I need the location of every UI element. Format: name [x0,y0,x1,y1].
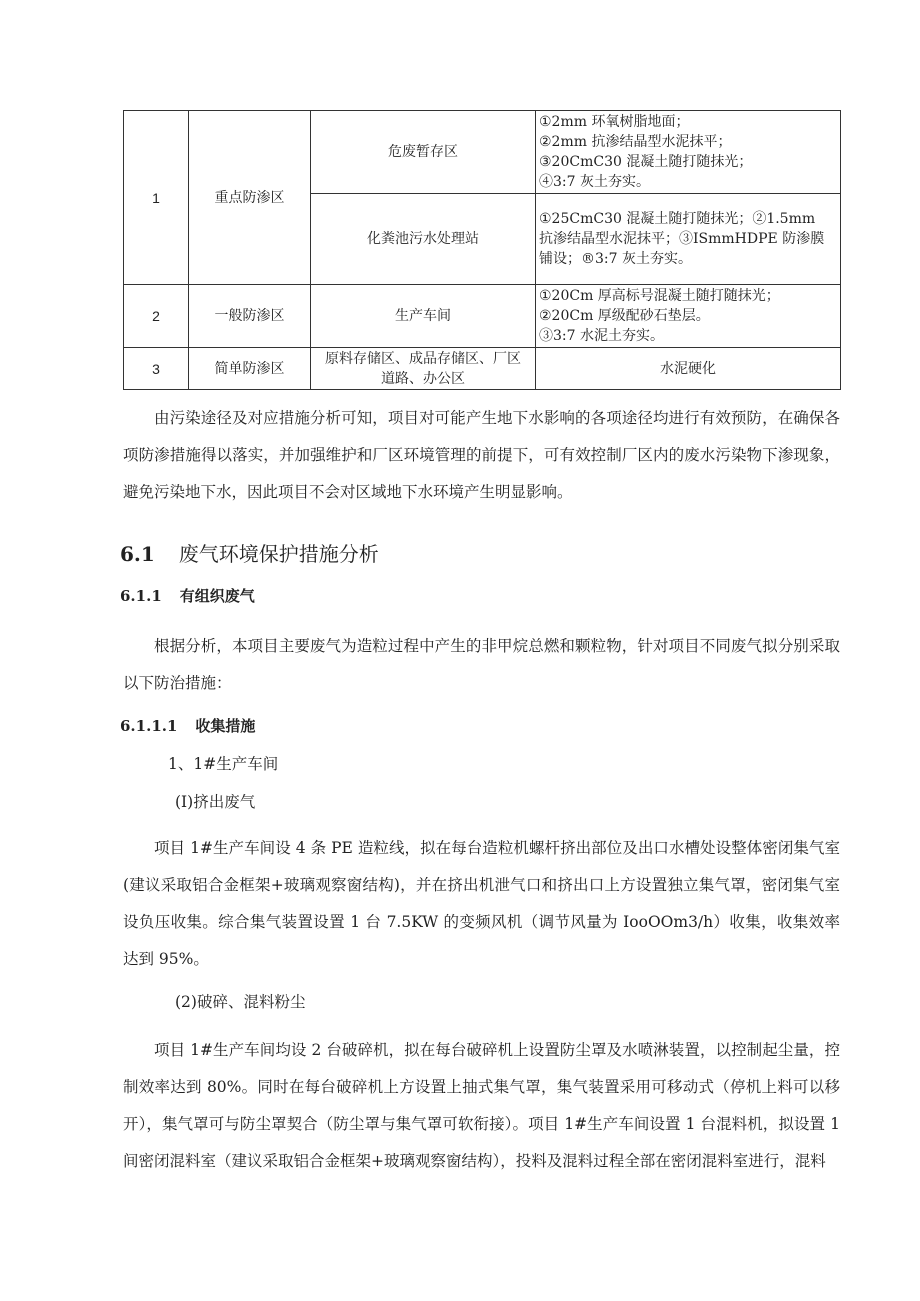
row-number: 1 [124,111,189,285]
list-item-crushing-dust: (2)破碎、混料粉尘 [175,993,306,1011]
section-heading-6-1 [120,538,379,567]
section-heading-6-1-1-1 [120,715,255,736]
measure-line: ③3:7 水泥土夯实。 [539,328,664,344]
zone-name: 重点防渗区 [189,111,311,285]
measure-cell [536,194,841,285]
measure-line: ④3:7 灰土夯实。 [539,174,650,190]
paragraph-waste-gas-intro: 根据分析，本项目主要废气为造粒过程中产生的非甲烷总燃和颗粒物，针对项目不同废气拟分别采取以下防治措施： [123,637,840,692]
paragraph-groundwater-conclusion: 由污染途径及对应措施分析可知，项目对可能产生地下水影响的各项途径均进行有效预防，在确保各项防渗措施得以落实，并加强维护和厂区环境管理的前提下，可有效控制厂区内的废水污染物下渗现象，避免污染地下水，因此项目不会对区域地下水环境产生明显影响。 [123,409,840,501]
section-title: 有组织废气 [179,587,255,605]
measure-cell [536,111,841,194]
area-name [311,348,536,390]
section-title: 收集措施 [195,717,256,735]
seepage-prevention-table [123,110,841,390]
row-number: 2 [124,285,189,348]
area-line: 原料存储区、成品存储区、厂区 [325,350,521,367]
section-title: 废气环境保护措施分析 [178,542,379,566]
measure-line: 抗渗结晶型水泥抹平；③ISmmHDPE 防渗膜 [539,231,825,247]
area-name: 危废暂存区 [311,111,536,194]
measure-line: ①20Cm 厚高标号混凝土随打随抹光； [539,288,780,304]
section-number: 6.1.1.1 [120,717,178,735]
paragraph-extrusion-gas: 项目 1#生产车间设 4 条 PE 造粒线，拟在每台造粒机螺杆挤出部位及出口水槽处设整体密闭集气室(建议采取铝合金框架+玻璃观察窗结构)，并在挤出机泄气口和挤出口上方设置独立集气罩，密闭集气室设负压收集。综合集气装置设置 1 台 7.5KW 的变频风机（调节风量为 IooOOm3∕h）收集，收集效率达到 95%。 [123,839,840,968]
measure-cell [536,285,841,348]
measure-line: ①25CmC30 混凝土随打随抹光；②1.5mm [539,211,816,227]
zone-name: 简单防渗区 [189,348,311,390]
table-row [124,111,841,194]
section-number: 6.1 [120,542,155,566]
list-item-extrusion-gas: (I)挤出废气 [175,793,256,811]
measure-cell: 水泥硬化 [536,348,841,390]
row-number: 3 [124,348,189,390]
table-row [124,285,841,348]
measure-line: ①2mm 环氧树脂地面； [539,114,690,130]
zone-name: 一般防渗区 [189,285,311,348]
paragraph-crushing-dust: 项目 1#生产车间均设 2 台破碎机，拟在每台破碎机上设置防尘罩及水喷淋装置，以控制起尘量，控制效率达到 80%。同时在每台破碎机上方设置上抽式集气罩，集气装置采用可移动式（停机上料可以移开），集气罩可与防尘罩契合（防尘罩与集气罩可软衔接）。项目 1#生产车间设置 1 台混料机，拟设置 1 间密闭混料室（建议采取铝合金框架+玻璃观察窗结构），投料及混料过程全部在密闭混料室进行，混料 [123,1041,840,1170]
measure-line: 铺设；®3:7 灰土夯实。 [539,251,692,267]
area-line: 道路、办公区 [381,370,465,387]
section-heading-6-1-1 [120,585,255,606]
area-name: 生产车间 [311,285,536,348]
list-item-workshop-1: 1、1#生产车间 [168,755,279,773]
measure-line: ②2mm 抗渗结晶型水泥抹平； [539,134,732,150]
measure-line: ③20CmC30 混凝土随打随抹光； [539,154,753,170]
measure-line: ②20Cm 厚级配砂石垫层。 [539,308,710,324]
table-row [124,348,841,390]
area-name: 化粪池污水处理站 [311,194,536,285]
section-number: 6.1.1 [120,587,162,605]
